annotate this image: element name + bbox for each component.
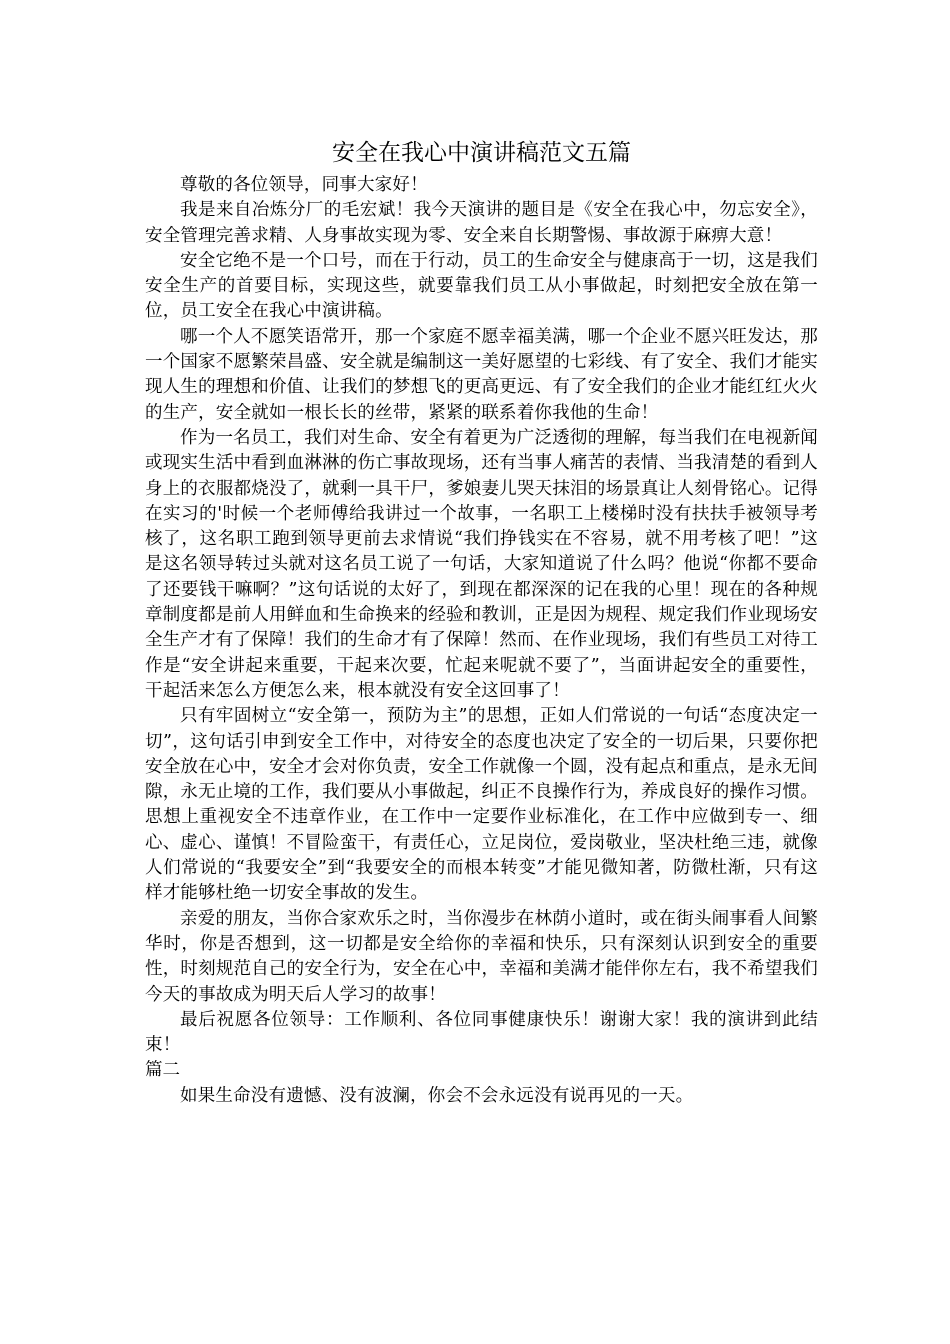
- body-paragraph: 安全它绝不是一个口号，而在于行动，员工的生命安全与健康高于一切，这是我们安全生产的首要目标，实现这些，就要靠我们员工从小事做起，时刻把安全放在第一位，员工安全在我心中演讲稿。: [145, 250, 818, 322]
- document-title: 安全在我心中演讲稿范文五篇: [332, 140, 631, 166]
- body-paragraph: 亲爱的朋友，当你合家欢乐之时，当你漫步在林荫小道时，或在街头闹事看人间繁华时，你是否想到，这一切都是安全给你的幸福和快乐，只有深刻认识到安全的重要性，时刻规范自己的安全行为，安全在心中，幸福和美满才能伴你左右，我不希望我们今天的事故成为明天后人学习的故事！: [145, 908, 818, 1005]
- closing-paragraph: 最后祝愿各位领导：工作顺利、各位同事健康快乐！谢谢大家！我的演讲到此结束！: [145, 1009, 818, 1056]
- body-paragraph: 哪一个人不愿笑语常开，那一个家庭不愿幸福美满，哪一个企业不愿兴旺发达，那一个国家不愿繁荣昌盛、安全就是编制这一美好愿望的七彩线、有了安全、我们才能实现人生的理想和价值、让我们的梦想飞的更高更远、有了安全我们的企业才能红红火火的生产，安全就如一根长长的丝带，紧紧的联系着你我他的生命！: [145, 326, 818, 423]
- body-paragraph: 只有牢固树立“安全第一，预防为主”的思想，正如人们常说的一句话“态度决定一切”，这句话引申到安全工作中，对待安全的态度也决定了安全的一切后果，只要你把安全放在心中，安全才会对你负责，安全工作就像一个圆，没有起点和重点，是永无间隙，永无止境的工作，我们要从小事做起，纠正不良操作行为，养成良好的操作习惯。思想上重视安全不违章作业，在工作中一定要作业标准化，在工作中应做到专一、细心、虚心、谨慎！不冒险蛮干，有责任心，立足岗位，爱岗敬业，坚决杜绝三违，就像人们常说的“我要安全”到“我要安全的而根本转变”才能见微知著，防微杜渐，只有这样才能够杜绝一切安全事故的发生。: [145, 706, 818, 904]
- body-paragraph: 我是来自冶炼分厂的毛宏斌！我今天演讲的题目是《安全在我心中，勿忘安全》，安全管理完善求精、人身事故实现为零、安全来自长期警惕、事故源于麻痹大意！: [145, 200, 818, 246]
- section-heading: 篇二: [145, 1060, 180, 1081]
- section-two-paragraph: 如果生命没有遗憾、没有波澜，你会不会永远没有说再见的一天。: [180, 1085, 694, 1106]
- body-paragraph: 作为一名员工，我们对生命、安全有着更为广泛透彻的理解，每当我们在电视新闻或现实生活中看到血淋淋的伤亡事故现场，还有当事人痛苦的表情、当我清楚的看到人身上的衣服都烧没了，就剩一具干尸，爹娘妻儿哭天抹泪的场景真让人刻骨铭心。记得在实习的'时候一个老师傅给我讲过一个故事，一名职工上楼梯时没有扶扶手被领导考核了，这名职工跑到领导更前去求情说“我们挣钱实在不容易，就不用考核了吧！”这是这名领导转过头就对这名员工说了一句话，大家知道说了什么吗？他说“你都不要命了还要钱干嘛啊？”这句话说的太好了，到现在都深深的记在我的心里！现在的各种规章制度都是前人用鲜血和生命换来的经验和教训，正是因为规程、规定我们作业现场安全生产才有了保障！我们的生命才有了保障！然而、在作业现场，我们有些员工对待工作是“安全讲起来重要，干起来次要，忙起来呢就不要了”，当面讲起安全的重要性，干起活来怎么方便怎么来，根本就没有安全这回事了！: [145, 427, 818, 701]
- greeting-paragraph: 尊敬的各位领导，同事大家好！: [180, 175, 428, 195]
- document-page: [145, 133, 818, 1109]
